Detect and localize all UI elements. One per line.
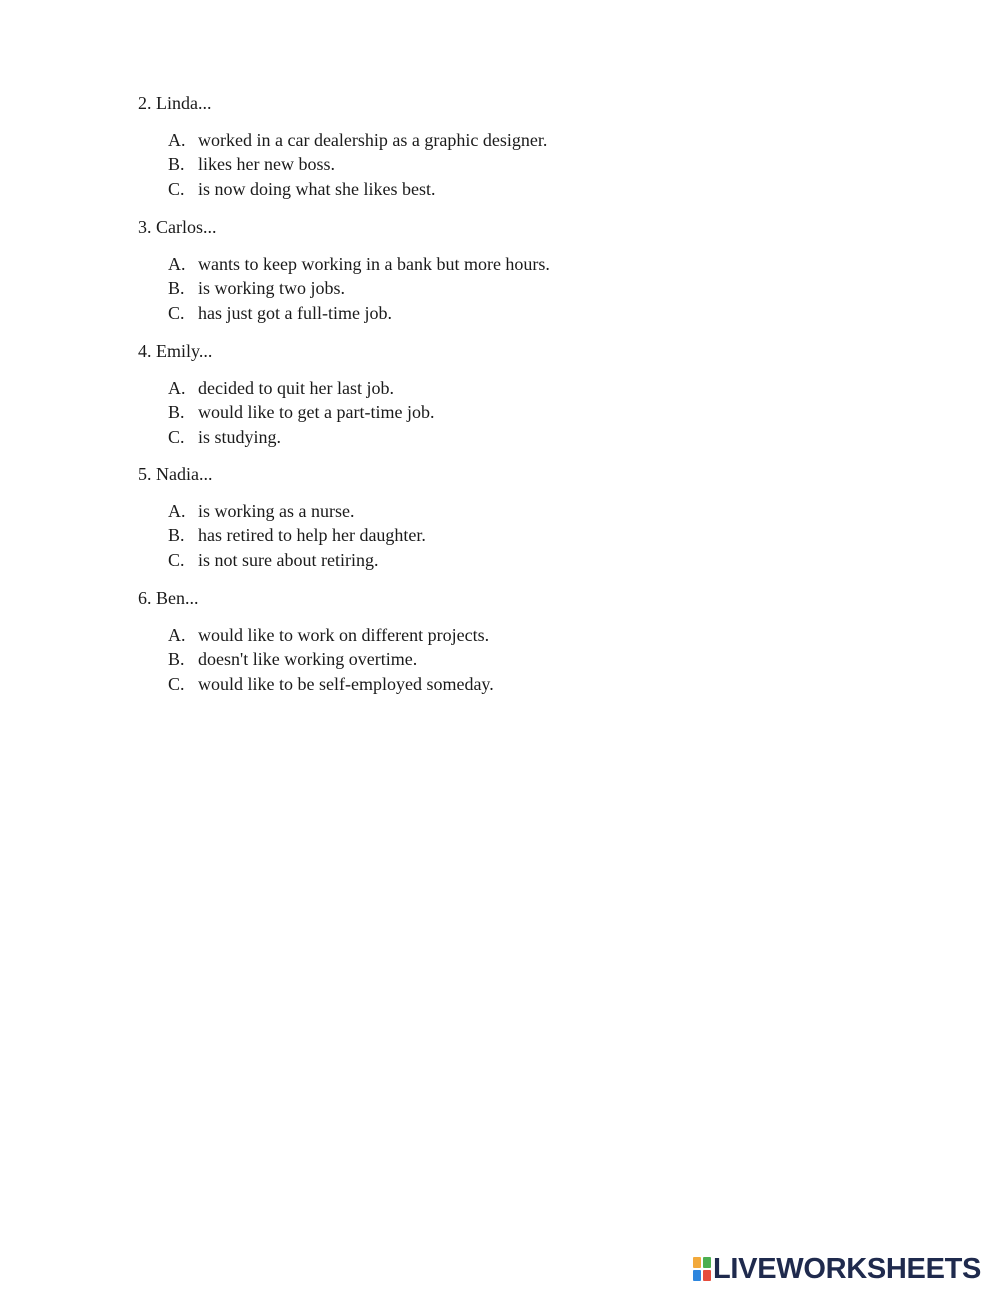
option-b[interactable] — [138, 401, 838, 425]
option-b[interactable] — [138, 648, 838, 672]
option-letter: C. — [168, 549, 185, 570]
option-a[interactable] — [138, 129, 838, 153]
question-stem: 6. Ben... — [138, 588, 199, 608]
option-letter: B. — [168, 278, 185, 299]
liveworksheets-logo — [693, 1254, 981, 1284]
logo-square-icon — [703, 1257, 711, 1268]
option-text: would like to work on different projects. — [198, 625, 490, 645]
question-3 — [138, 216, 838, 326]
option-text: worked in a car dealership as a graphic designer. — [198, 130, 548, 150]
option-text: is studying. — [198, 426, 282, 447]
option-a[interactable] — [138, 500, 838, 524]
option-text: is now doing what she likes best. — [198, 178, 436, 199]
option-letter: A. — [168, 254, 186, 274]
option-letter: C. — [168, 673, 185, 694]
question-6 — [138, 587, 838, 697]
option-c[interactable] — [138, 178, 838, 202]
option-list — [138, 253, 838, 326]
option-text: would like to be self-employed someday. — [198, 673, 494, 694]
option-text: decided to quit her last job. — [198, 378, 394, 398]
option-letter: A. — [168, 378, 186, 398]
option-list — [138, 624, 838, 697]
option-a[interactable] — [138, 377, 838, 401]
option-letter: C. — [168, 178, 185, 199]
option-text: is not sure about retiring. — [198, 549, 379, 570]
question-2 — [138, 92, 838, 202]
option-b[interactable] — [138, 277, 838, 301]
option-c[interactable] — [138, 426, 838, 450]
option-a[interactable] — [138, 253, 838, 277]
question-4 — [138, 340, 838, 450]
option-letter: A. — [168, 501, 186, 521]
question-stem: 5. Nadia... — [138, 464, 213, 484]
option-text: would like to get a part-time job. — [198, 402, 435, 423]
option-text: wants to keep working in a bank but more hours. — [198, 254, 550, 274]
logo-text: LIVEWORKSHEETS — [713, 1253, 982, 1285]
question-stem: 4. Emily... — [138, 341, 213, 361]
option-list — [138, 500, 838, 573]
option-letter: A. — [168, 625, 186, 645]
option-c[interactable] — [138, 673, 838, 697]
option-letter: B. — [168, 525, 185, 546]
option-a[interactable] — [138, 624, 838, 648]
option-text: doesn't like working overtime. — [198, 649, 418, 670]
question-stem: 2. Linda... — [138, 93, 212, 113]
logo-square-icon — [703, 1270, 711, 1281]
option-text: is working as a nurse. — [198, 501, 355, 521]
option-text: has retired to help her daughter. — [198, 525, 426, 546]
option-list — [138, 377, 838, 450]
logo-mark-icon — [693, 1257, 711, 1281]
question-5 — [138, 463, 838, 573]
option-letter: B. — [168, 154, 185, 175]
option-letter: B. — [168, 402, 185, 423]
option-letter: A. — [168, 130, 186, 150]
option-text: likes her new boss. — [198, 154, 335, 175]
option-b[interactable] — [138, 153, 838, 177]
logo-square-icon — [693, 1257, 701, 1268]
option-list — [138, 129, 838, 202]
option-b[interactable] — [138, 524, 838, 548]
option-c[interactable] — [138, 302, 838, 326]
option-letter: C. — [168, 426, 185, 447]
logo-square-icon — [693, 1270, 701, 1281]
question-stem: 3. Carlos... — [138, 217, 217, 237]
option-c[interactable] — [138, 549, 838, 573]
option-text: is working two jobs. — [198, 278, 346, 299]
option-letter: B. — [168, 649, 185, 670]
option-text: has just got a full-time job. — [198, 302, 392, 323]
option-letter: C. — [168, 302, 185, 323]
